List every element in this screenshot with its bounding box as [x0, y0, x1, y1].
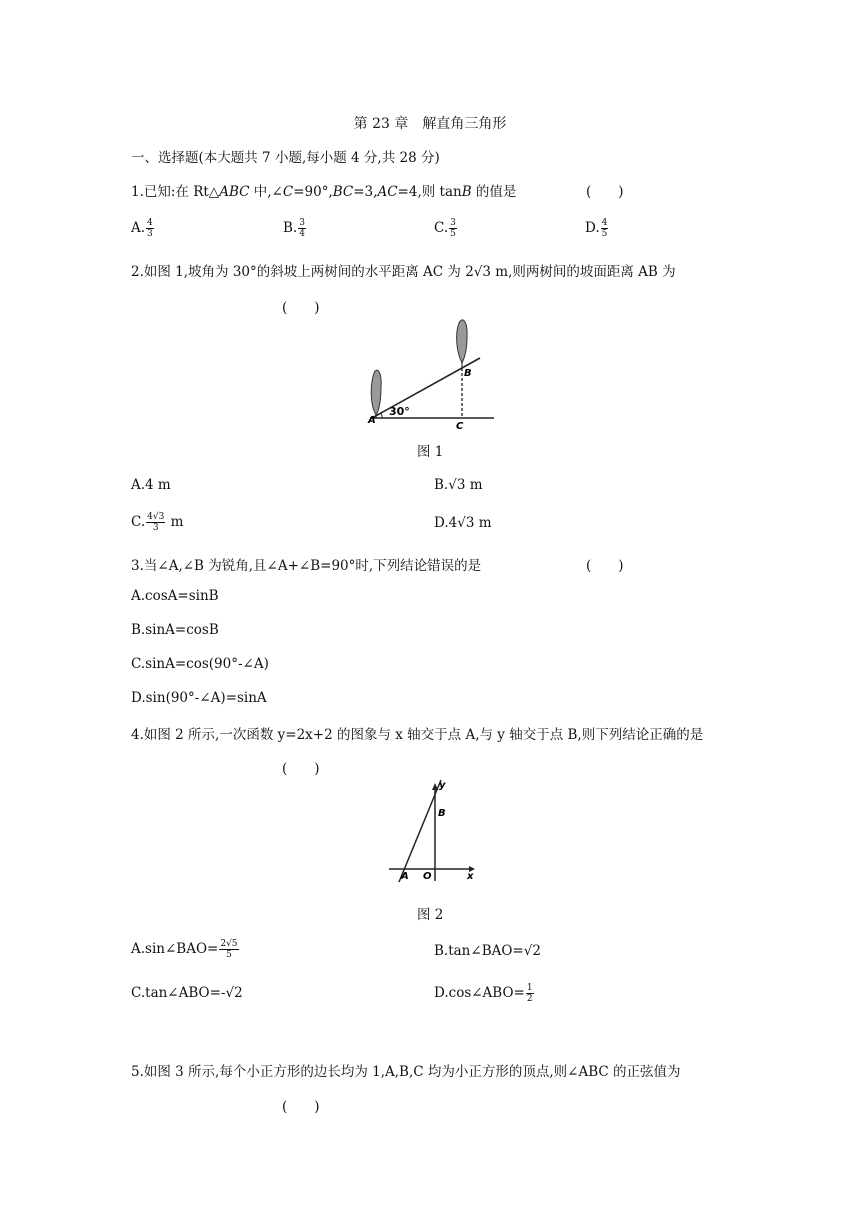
q2-option-b: B.√3 m: [434, 477, 483, 493]
figure-2-graph: [385, 778, 480, 884]
label-a: A: [401, 871, 409, 882]
tree-a-icon: [371, 370, 381, 415]
q4-option-c: C.tan∠ABO=-√2: [131, 985, 243, 1001]
question-3-stem: 3.当∠A,∠B 为锐角,且∠A+∠B=90°时,下列结论错误的是: [131, 558, 482, 574]
answer-blank-2: ( ): [282, 300, 320, 316]
q2-option-c: C. $\frac{4√3}{3}$ m: [131, 512, 184, 533]
label-o: O: [423, 871, 432, 882]
q1-option-d: D. $\frac{4}{5}$: [585, 218, 608, 239]
question-2-stem: 2.如图 1,坡角为 30°的斜坡上两树间的水平距离 AC 为 2√3 m,则两树间的坡面距离 AB 为: [131, 264, 676, 280]
q3-option-b: B.sinA=cosB: [131, 622, 219, 638]
label-b: B: [464, 368, 472, 379]
figure-1-slope: [360, 315, 500, 430]
section-heading: 一、选择题(本大题共 7 小题,每小题 4 分,共 28 分): [131, 150, 440, 166]
q1-option-c: C. $\frac{3}{5}$: [434, 218, 456, 239]
q3-option-c: C.sinA=cos(90°-∠A): [131, 656, 269, 672]
label-x: x: [467, 871, 474, 882]
figure-1-caption: 图 1: [417, 444, 444, 460]
page-title: 第 23 章 解直角三角形: [353, 116, 507, 132]
q4-option-d: D.cos∠ABO= $\frac{1}{2}$: [434, 983, 533, 1004]
angle-label: 30°: [389, 405, 410, 418]
question-4-stem: 4.如图 2 所示,一次函数 y=2x+2 的图象与 x 轴交于点 A,与 y 轴交于点 B,则下列结论正确的是: [131, 727, 704, 743]
q1-option-b: B. $\frac{3}{4}$: [283, 218, 305, 239]
answer-blank-1: ( ): [586, 184, 624, 200]
q4-option-b: B.tan∠BAO=√2: [434, 943, 541, 959]
q4-option-a: A.sin∠BAO= $\frac{2√5}{5}$: [131, 939, 238, 960]
label-c: C: [456, 421, 464, 430]
answer-blank-5: ( ): [282, 1099, 320, 1115]
q3-option-a: A.cosA=sinB: [131, 588, 219, 604]
q2-option-a: A.4 m: [131, 477, 171, 493]
q2-option-d: D.4√3 m: [434, 515, 492, 531]
question-5-stem: 5.如图 3 所示,每个小正方形的边长均为 1,A,B,C 均为小正方形的顶点,则∠ABC 的正弦值为: [131, 1064, 681, 1080]
q3-option-d: D.sin(90°-∠A)=sinA: [131, 690, 267, 706]
answer-blank-4: ( ): [282, 761, 320, 777]
label-y: y: [439, 780, 446, 791]
figure-2-caption: 图 2: [417, 907, 444, 923]
q1-option-a: A. $\frac{4}{3}$: [131, 218, 153, 239]
tree-b-icon: [457, 320, 468, 363]
answer-blank-3: ( ): [586, 558, 624, 574]
label-b: B: [438, 808, 446, 819]
label-a: A: [368, 415, 376, 426]
question-1-stem: 1.已知:在 Rt△ABC 中,∠C=90°,BC=3,AC=4,则 tanB 的值是: [131, 184, 517, 200]
